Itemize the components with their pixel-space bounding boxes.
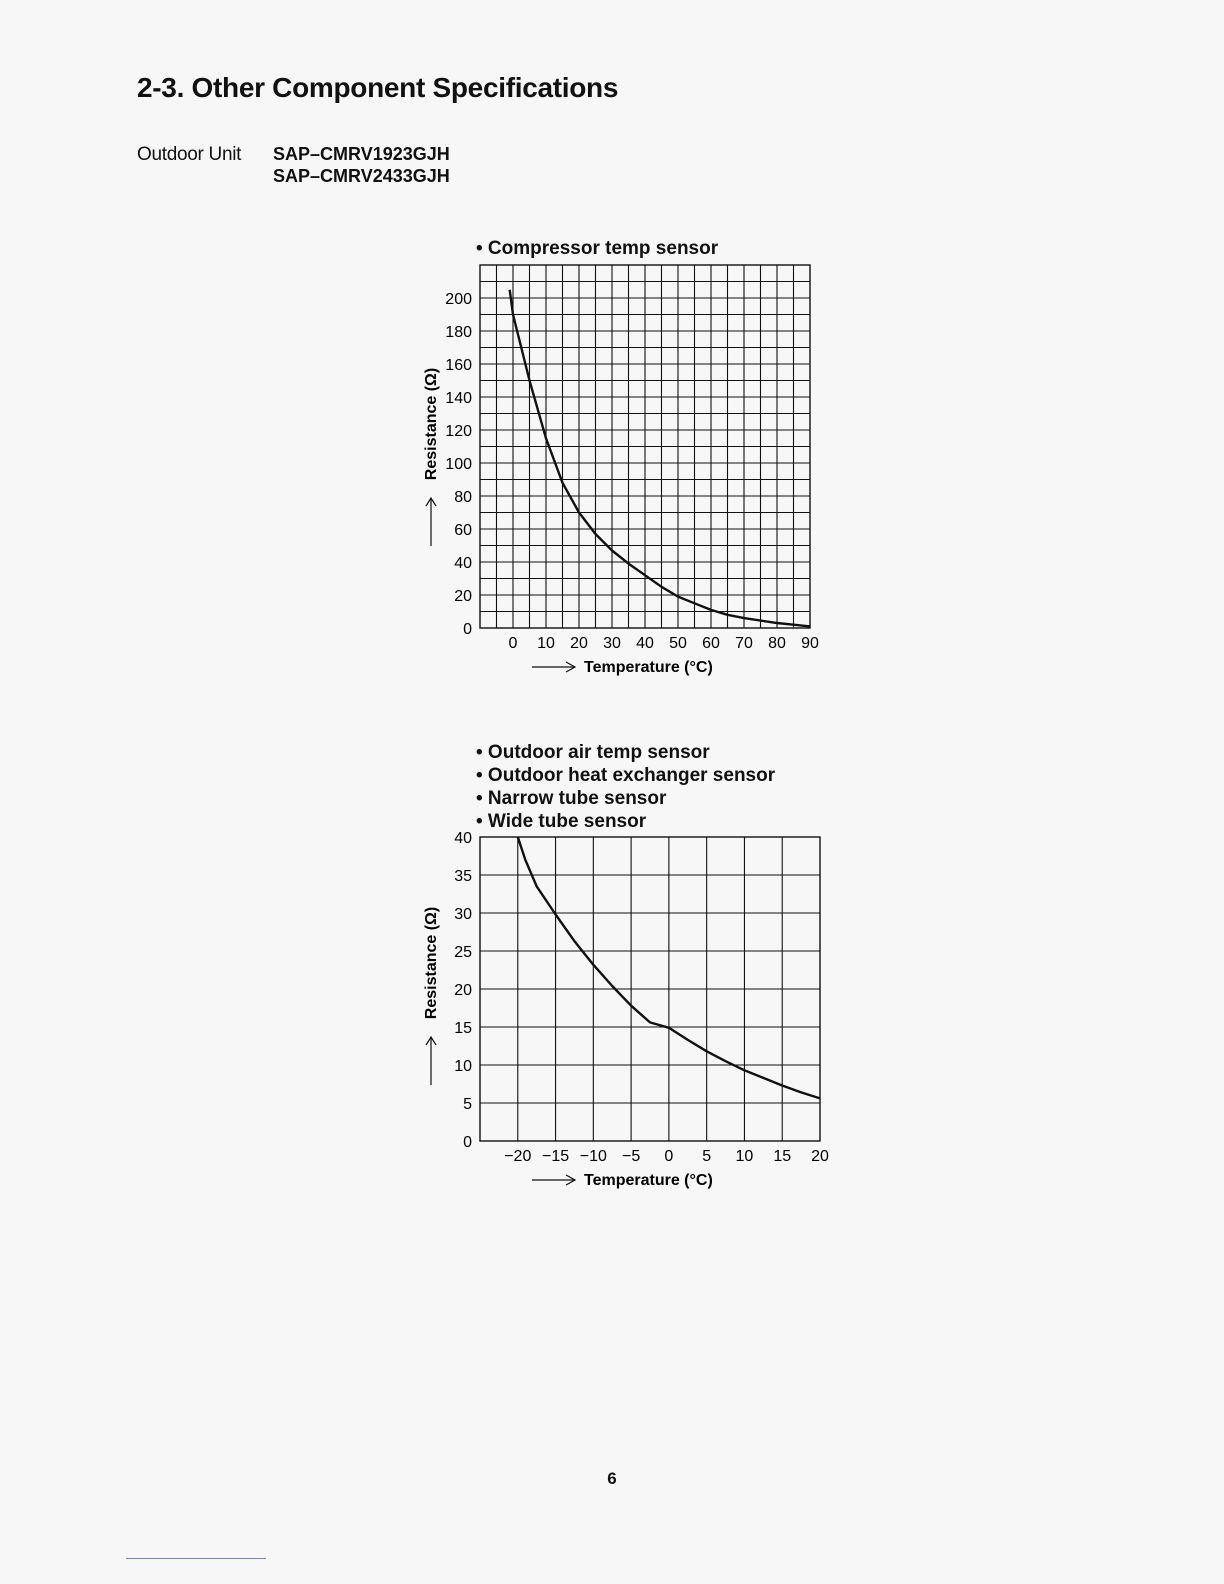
chart-2-y-tick-label: 5 bbox=[463, 1096, 472, 1113]
model-number: SAP–CMRV1923GJH bbox=[273, 144, 450, 164]
chart-1-y-tick-label: 60 bbox=[454, 522, 472, 539]
chart-1-x-tick-label: 10 bbox=[537, 635, 555, 652]
chart-1-y-tick-label: 100 bbox=[445, 456, 472, 473]
chart-1-x-tick-label: 40 bbox=[636, 635, 654, 652]
chart-1-y-tick-label: 0 bbox=[463, 621, 472, 638]
chart-1-sensor-item: • Compressor temp sensor bbox=[476, 238, 719, 259]
chart-2-x-tick-label: −20 bbox=[504, 1148, 532, 1165]
chart-2-sensor-item: • Narrow tube sensor bbox=[476, 788, 667, 809]
chart-1-y-tick-label: 80 bbox=[454, 489, 472, 506]
chart-1-y-tick-label: 200 bbox=[445, 291, 472, 308]
chart-2-x-tick-label: 5 bbox=[702, 1148, 712, 1165]
chart-2-y-axis-label: Resistance (Ω) bbox=[423, 906, 440, 1020]
chart-1-x-tick-label: 30 bbox=[603, 635, 621, 652]
chart-2-x-tick-label: −15 bbox=[541, 1148, 570, 1165]
chart-2-x-tick-label: 20 bbox=[811, 1148, 829, 1165]
chart-1-x-tick-label: 50 bbox=[669, 635, 687, 652]
chart-1-x-tick-label: 60 bbox=[702, 635, 720, 652]
chart-1-y-tick-label: 40 bbox=[454, 555, 472, 572]
chart-2-x-tick-label: 15 bbox=[773, 1148, 792, 1165]
page-title: 2-3. Other Component Specifications bbox=[137, 72, 619, 103]
chart-1-y-tick-label: 20 bbox=[454, 588, 472, 605]
chart-2-x-axis-label: Temperature (°C) bbox=[584, 1172, 713, 1189]
chart-2-y-tick-label: 20 bbox=[454, 982, 472, 999]
model-number: SAP–CMRV2433GJH bbox=[273, 166, 450, 186]
chart-2-y-tick-label: 30 bbox=[454, 906, 472, 923]
chart-2-y-tick-label: 25 bbox=[454, 944, 472, 961]
chart-1-y-tick-label: 140 bbox=[445, 390, 472, 407]
chart-1-x-tick-label: 0 bbox=[508, 635, 518, 652]
chart-2-y-tick-label: 15 bbox=[454, 1020, 472, 1037]
chart-1-x-tick-label: 20 bbox=[570, 635, 588, 652]
chart-1-x-tick-label: 80 bbox=[768, 635, 786, 652]
chart-2-y-tick-label: 0 bbox=[463, 1134, 472, 1151]
chart-1-x-tick-label: 70 bbox=[735, 635, 753, 652]
chart-2-x-tick-label: 0 bbox=[664, 1148, 674, 1165]
chart-1-x-axis-label: Temperature (°C) bbox=[584, 659, 713, 676]
chart-1-y-tick-label: 160 bbox=[445, 357, 472, 374]
outdoor-unit-label: Outdoor Unit bbox=[137, 144, 242, 165]
page-number: 6 bbox=[607, 1469, 617, 1488]
chart-2-y-tick-label: 10 bbox=[454, 1058, 472, 1075]
footer-rule bbox=[126, 1558, 266, 1559]
chart-2-sensor-item: • Wide tube sensor bbox=[476, 811, 647, 832]
chart-2-sensor-item: • Outdoor heat exchanger sensor bbox=[476, 765, 776, 786]
chart-2-y-tick-label: 35 bbox=[454, 868, 472, 885]
chart-2-x-tick-label: −5 bbox=[621, 1148, 641, 1165]
chart-1-y-tick-label: 120 bbox=[445, 423, 472, 440]
chart-1-y-tick-label: 180 bbox=[445, 324, 472, 341]
chart-2-x-tick-label: 10 bbox=[735, 1148, 754, 1165]
chart-2-y-tick-label: 40 bbox=[454, 830, 472, 847]
chart-1-x-tick-label: 90 bbox=[801, 635, 819, 652]
chart-2-x-tick-label: −10 bbox=[579, 1148, 607, 1165]
chart-2-sensor-item: • Outdoor air temp sensor bbox=[476, 742, 710, 763]
chart-1-y-axis-label: Resistance (Ω) bbox=[423, 367, 440, 481]
